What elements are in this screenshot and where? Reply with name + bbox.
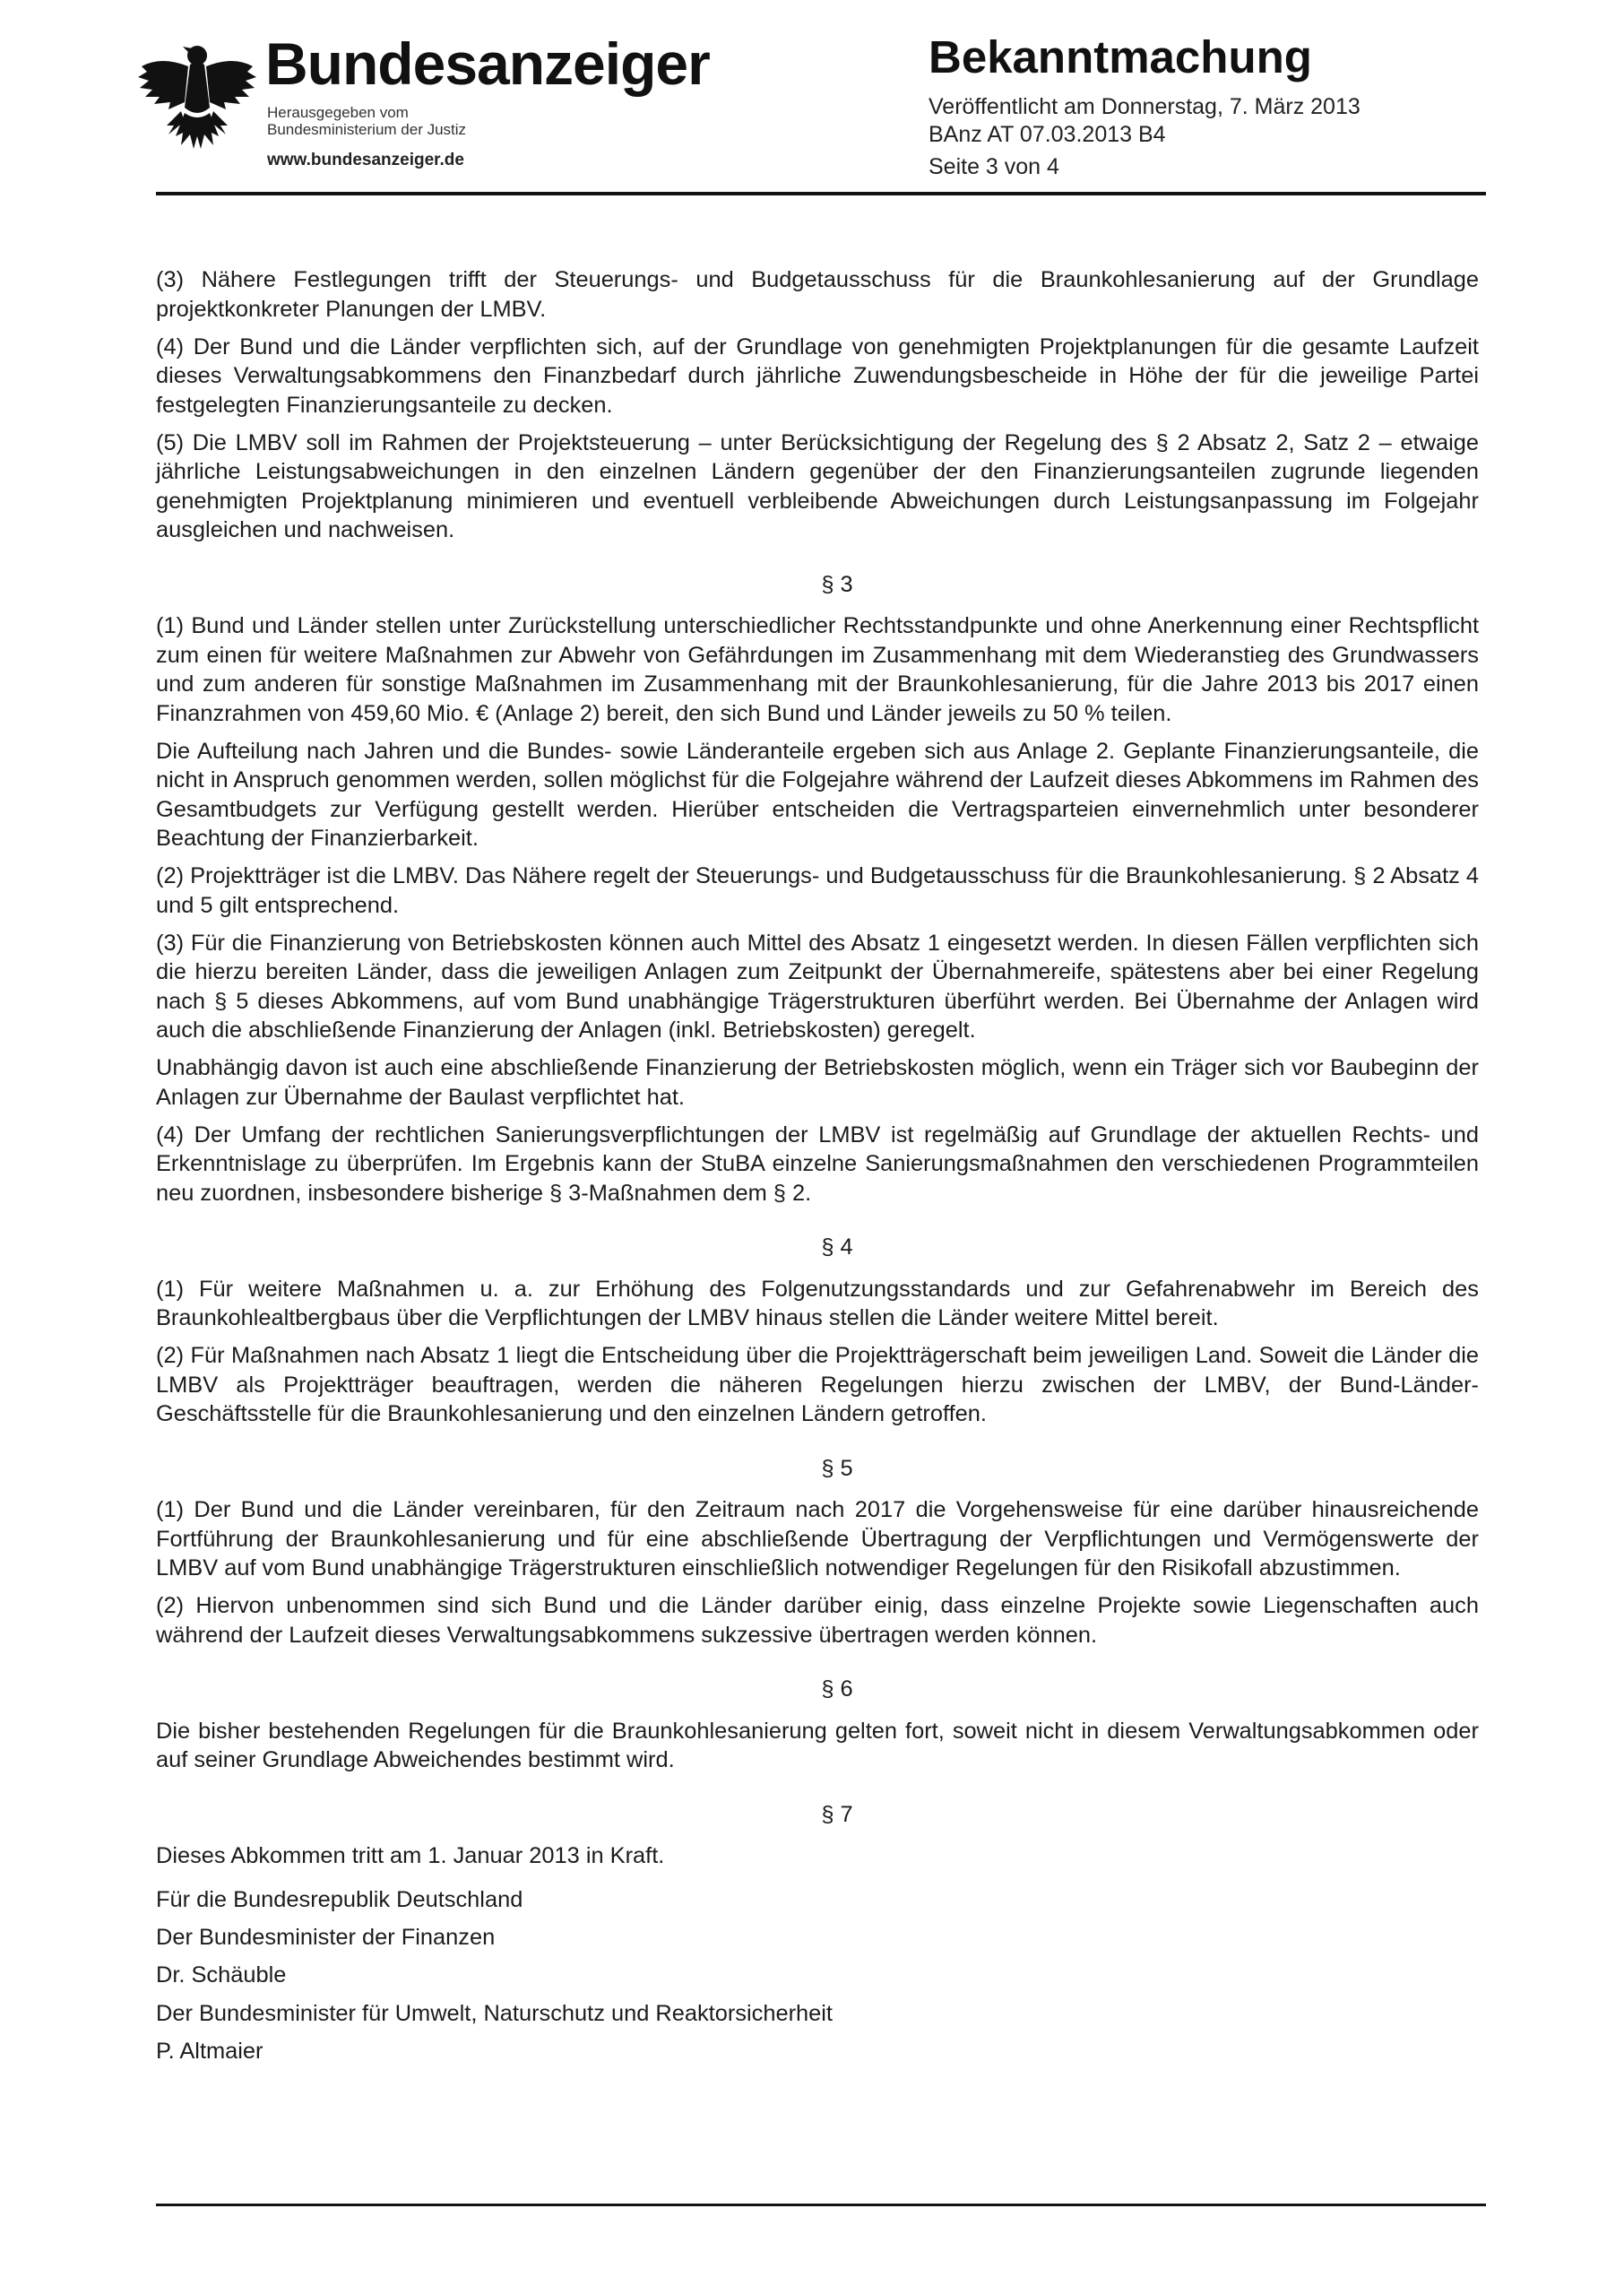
paragraph: (4) Der Bund und die Länder verpflichten sich, auf der Grundlage von genehmigten Projektplanungen für die gesamte Laufzeit dieses Verwaltungsabkommens den Finanzbedarf durch jährliche Zuwendungsbescheide in Höhe der für die jeweilige Partei festgelegten Finanzierungsanteile zu decken. <box>156 333 1479 418</box>
section-heading: § 3 <box>821 571 853 597</box>
federal-eagle-icon <box>134 36 260 161</box>
paragraph: (1) Der Bund und die Länder vereinbaren, für den Zeitraum nach 2017 die Vorgehensweise für eine darüber hinausreichende Fortführung der Braunkohlesanierung und für eine abschließende Übertragung der Verpflichtungen und Vermögenswerte der LMBV auf vom Bund unabhängige Trägerstrukturen einschließlich notwendiger Regelungen für den Risikofall abzustimmen. <box>156 1497 1479 1581</box>
signatory-finance <box>156 1923 1479 1990</box>
paragraph: (3) Nähere Festlegungen trifft der Steuerungs- und Budgetausschuss für die Braunkohlesanierung auf der Grundlage projektkonkreter Planungen der LMBV. <box>156 267 1479 322</box>
minister-name: Dr. Schäuble <box>156 1962 287 1988</box>
minister-title: Der Bundesminister der Finanzen <box>156 1925 496 1950</box>
section-heading: § 5 <box>821 1455 853 1481</box>
section-6 <box>156 1675 1479 1775</box>
section-5 <box>156 1454 1479 1650</box>
publication-date: Veröffentlicht am Donnerstag, 7. März 2013 <box>929 94 1361 119</box>
paragraph: Unabhängig davon ist auch eine abschließende Finanzierung der Betriebskosten möglich, wenn ein Träger sich vor Baubeginn der Anlagen zur Übernahme der Baulast verpflichtet hat. <box>156 1055 1479 1110</box>
paragraph: (2) Projektträger ist die LMBV. Das Nähere regelt der Steuerungs- und Budgetausschuss für die Braunkohlesanierung. § 2 Absatz 4 und 5 gilt entsprechend. <box>156 863 1479 918</box>
section-heading: § 4 <box>821 1234 853 1260</box>
minister-title: Der Bundesminister für Umwelt, Naturschutz und Reaktorsicherheit <box>156 2000 833 2026</box>
brand-title: Bundesanzeiger <box>265 30 710 97</box>
page-number: Seite 3 von 4 <box>929 154 1059 179</box>
website-link[interactable]: www.bundesanzeiger.de <box>267 151 464 169</box>
footer-divider <box>156 2204 1486 2206</box>
paragraph: (4) Der Umfang der rechtlichen Sanierungsverpflichtungen der LMBV ist regelmäßig auf Grundlage der aktuellen Rechts- und Erkenntnislage zu überprüfen. Im Ergebnis kann der StuBA einzelne Sanierungsmaßnahmen den verschiedenen Programmteilen neu zuordnen, insbesondere bisherige § 3-Maßnahmen dem § 2. <box>156 1122 1479 1206</box>
header-divider <box>156 192 1486 195</box>
paragraph: (5) Die LMBV soll im Rahmen der Projektsteuerung – unter Berücksichtigung der Regelung des § 2 Absatz 2, Satz 2 – etwaige jährliche Leistungsabweichungen in den einzelnen Ländern gegenüber der den Finanzierungsanteilen zugrunde liegenden genehmigten Projektplanung minimieren und eventuell verbleibende Abweichungen durch Leistungsanpassung im Folgejahr ausgleichen und nachweisen. <box>156 429 1479 542</box>
section-4 <box>156 1233 1479 1429</box>
signatory-environment <box>156 1999 1479 2066</box>
reference-number: BAnz AT 07.03.2013 B4 <box>929 122 1166 147</box>
notice-title: Bekanntmachung <box>929 31 1312 82</box>
section-3 <box>156 570 1479 1208</box>
paragraph: (1) Bund und Länder stellen unter Zurückstellung unterschiedlicher Rechtsstandpunkte und ohne Anerkennung einer Rechtspflicht zum einen für weitere Maßnahmen zur Abwehr von Gefährdungen im Zusammenhang mit dem Wiederanstieg des Grundwassers und zum anderen für sonstige Maßnahmen im Zusammenhang mit der Braunkohlesanierung, für die Jahre 2013 bis 2017 einen Finanzrahmen von 459,60 Mio. € (Anlage 2) bereit, den sich Bund und Länder jeweils zu 50 % teilen. <box>156 613 1479 726</box>
paragraph: (2) Hiervon unbenommen sind sich Bund und die Länder darüber einig, dass einzelne Projekte sowie Liegenschaften auch während der Laufzeit dieses Verwaltungsabkommens sukzessive übertragen werden können. <box>156 1593 1479 1648</box>
paragraph: Die bisher bestehenden Regelungen für die Braunkohlesanierung gelten fort, soweit nicht in diesem Verwaltungsabkommen oder auf seiner Grundlage Abweichendes bestimmt wird. <box>156 1718 1479 1772</box>
notice-meta <box>929 93 1361 149</box>
paragraph: Die Aufteilung nach Jahren und die Bundes- sowie Länderanteile ergeben sich aus Anlage 2. Geplante Finanzierungsanteile, die nicht in Anspruch genommen werden, sollen möglichst für die Folgejahre während der Laufzeit dieses Abkommens im Rahmen des Gesamtbudgets zur Verfügung gestellt werden. Hierüber entscheiden die Vertragsparteien einvernehmlich unter besonderer Beachtung der Finanzierbarkeit. <box>156 738 1479 851</box>
paragraph: (3) Für die Finanzierung von Betriebskosten können auch Mittel des Absatz 1 eingesetzt werden. In diesen Fällen verpflichten sich die hierzu bereiten Länder, dass die jeweiligen Anlagen zum Zeitpunkt der Übernahmereife, spätestens aber bei einer Regelung nach § 5 dieses Abkommens, auf vom Bund unabhängige Trägerstrukturen überführt werden. Bei Übernahme der Anlagen wird auch die abschließende Finanzierung der Anlagen (inkl. Betriebskosten) geregelt. <box>156 930 1479 1043</box>
signature-block <box>156 1885 1479 2066</box>
document-body <box>156 265 1479 2074</box>
publisher-line-2: Bundesministerium der Justiz <box>267 121 467 139</box>
section-heading: § 6 <box>821 1676 853 1702</box>
publisher-info <box>267 104 466 138</box>
publisher-line-1: Herausgegeben vom <box>267 104 409 121</box>
section-heading: § 7 <box>821 1801 853 1827</box>
signatory-country: Für die Bundesrepublik Deutschland <box>156 1886 523 1912</box>
paragraph: Dieses Abkommen tritt am 1. Januar 2013 in Kraft. <box>156 1843 665 1868</box>
paragraph: (1) Für weitere Maßnahmen u. a. zur Erhöhung des Folgenutzungsstandards und zur Gefahrenabwehr im Bereich des Braunkohlealtbergbaus über die Verpflichtungen der LMBV hinaus stellen die Länder weitere Mittel bereit. <box>156 1276 1479 1330</box>
minister-name: P. Altmaier <box>156 2038 263 2064</box>
section-7 <box>156 1800 1479 1871</box>
paragraph: (2) Für Maßnahmen nach Absatz 1 liegt die Entscheidung über die Projektträgerschaft beim jeweiligen Land. Soweit die Länder die LMBV als Projektträger beauftragen, werden die näheren Regelungen hierzu zwischen der LMBV, der Bund-Länder-Geschäftsstelle für die Braunkohlesanierung und den einzelnen Ländern getroffen. <box>156 1343 1479 1426</box>
